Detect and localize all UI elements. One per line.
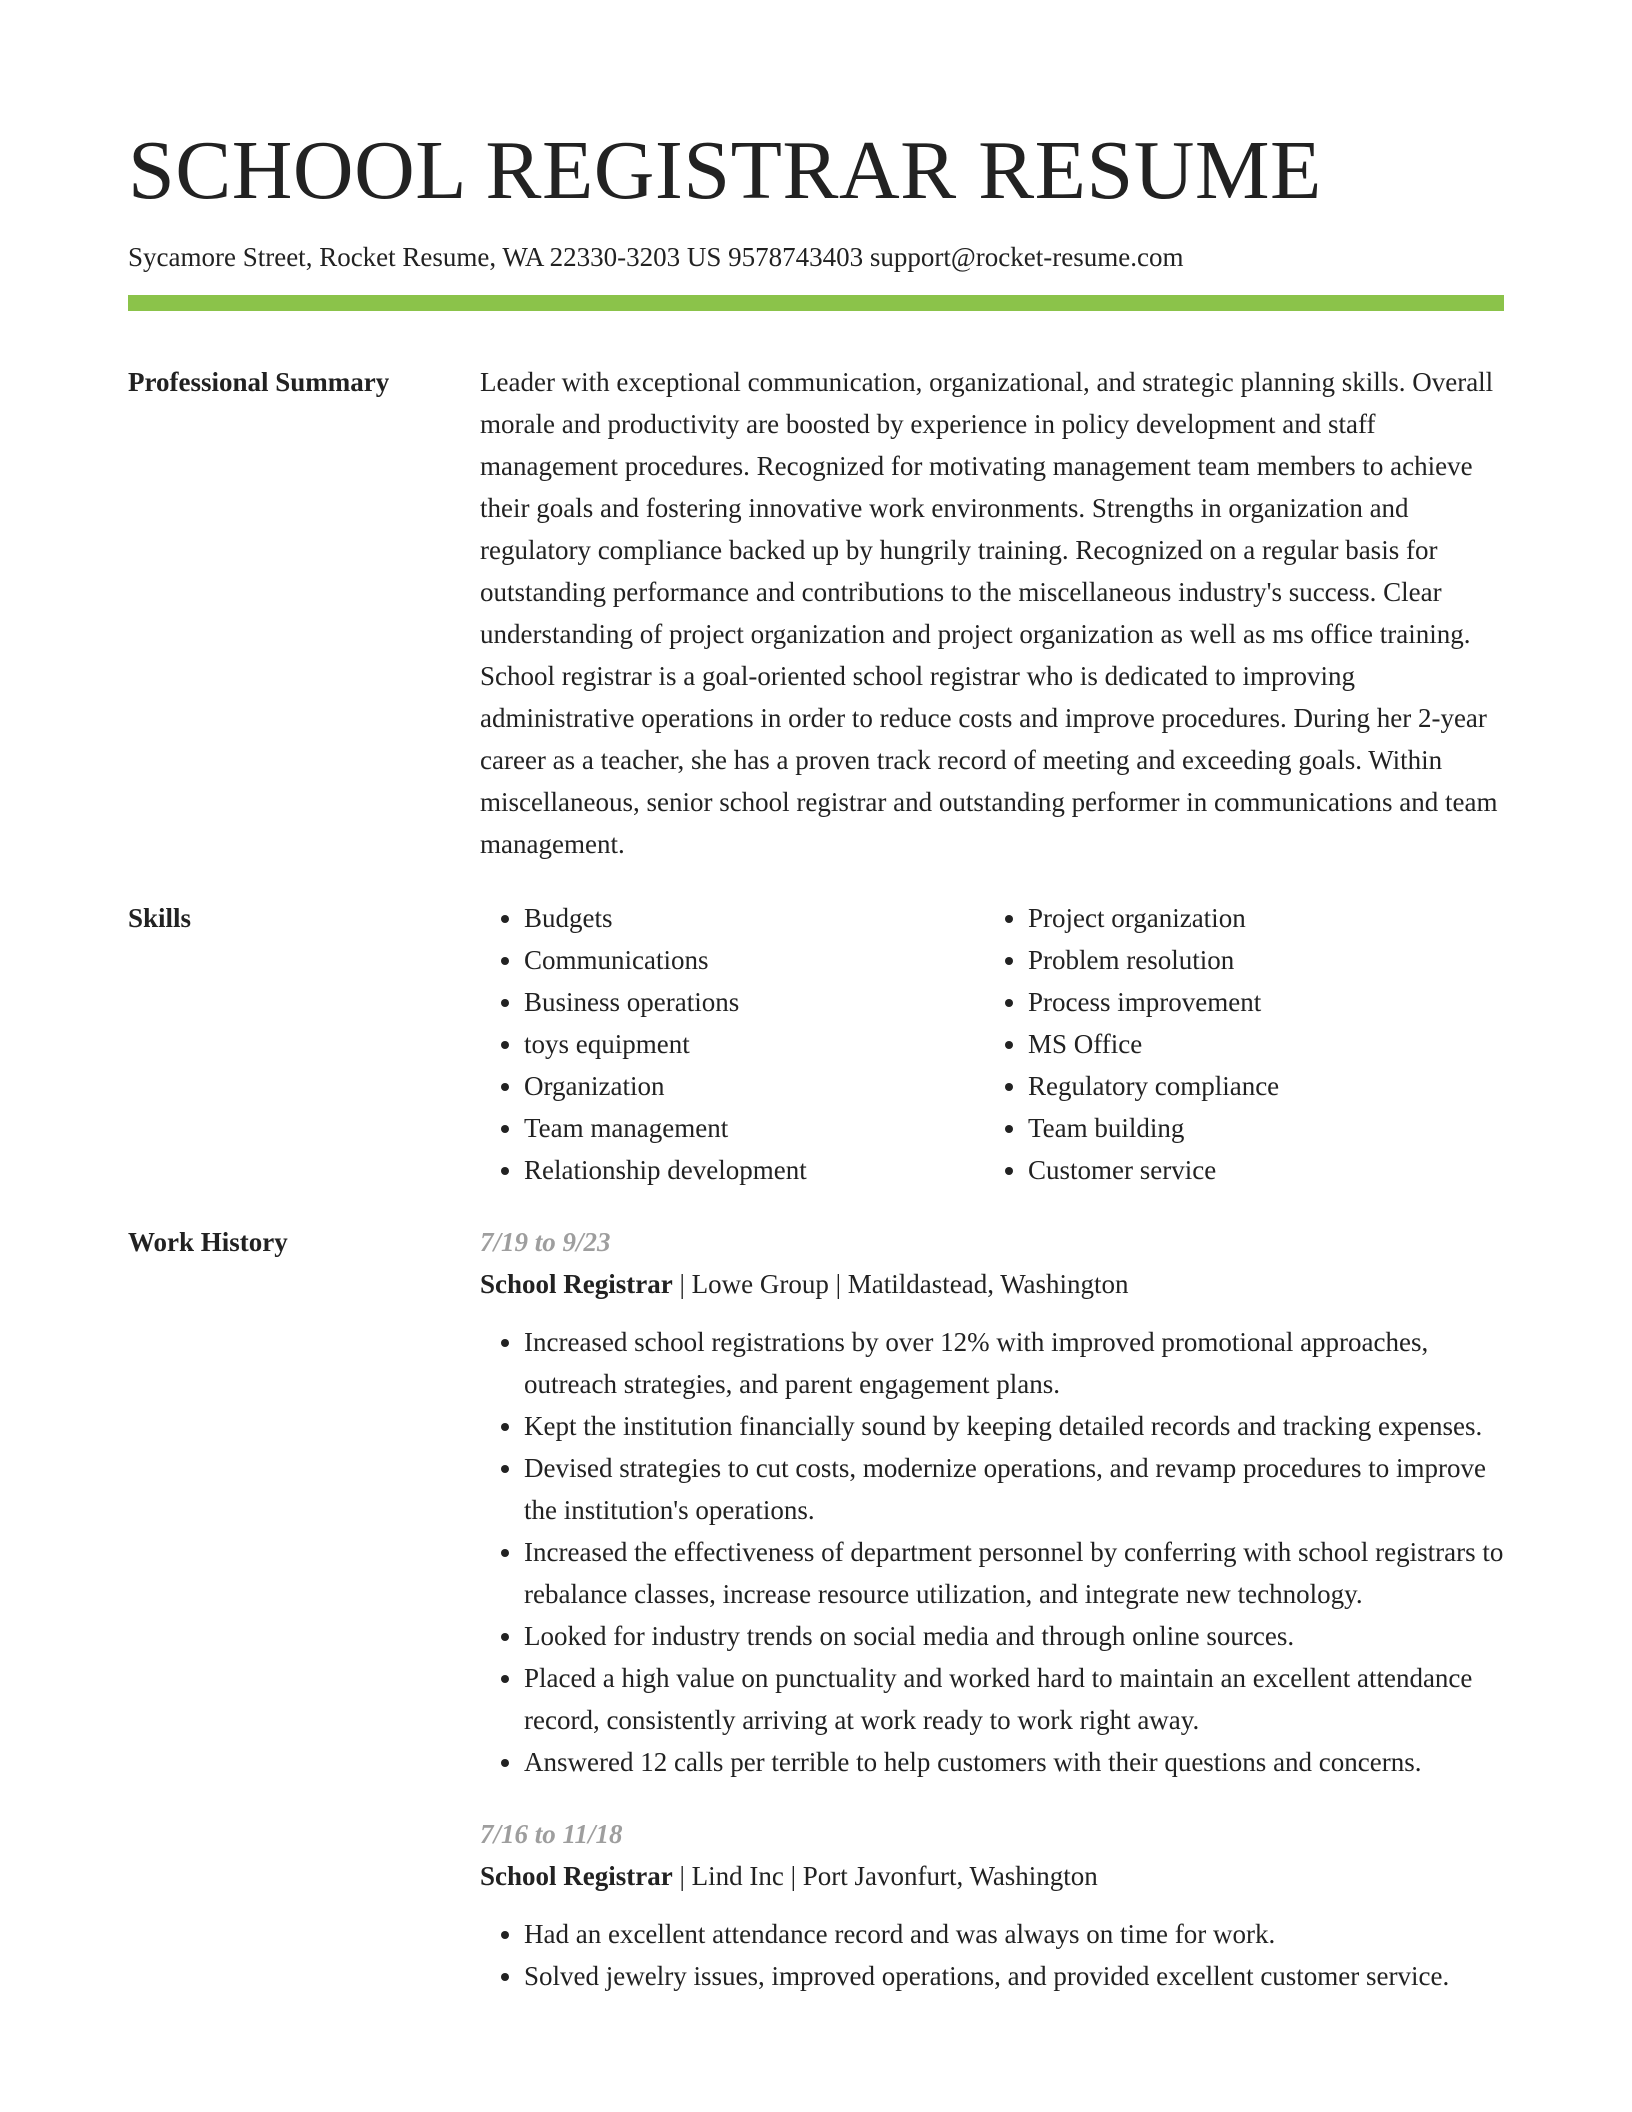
job-header: [480, 1263, 1504, 1305]
job-bullet: • Placed a high value on punctuality and worked hard to maintain an excellent attendance record, consistently arriving at work ready to work right away.: [524, 1657, 1504, 1741]
summary-section: [128, 361, 1504, 865]
contact-line: Sycamore Street, Rocket Resume, WA 22330-3203 US 9578743403 support@rocket-resume.com: [128, 242, 1184, 272]
skill-item: • Communications: [524, 939, 940, 981]
summary-heading: Professional Summary: [128, 367, 390, 397]
skill-item: • Business operations: [524, 981, 940, 1023]
job-title: School Registrar: [480, 1861, 673, 1891]
skill-item: • Budgets: [524, 897, 940, 939]
job-bullet: • Solved jewelry issues, improved operations, and provided excellent customer service.: [524, 1955, 1504, 1997]
resume-title: SCHOOL REGISTRAR RESUME: [128, 124, 1322, 217]
job-entry: [480, 1813, 1504, 1997]
skill-item: • Relationship development: [524, 1149, 940, 1191]
job-bullet: • Kept the institution financially sound by keeping detailed records and tracking expenses.: [524, 1405, 1504, 1447]
skills-list-right: [984, 897, 1279, 1191]
skill-item: • Team management: [524, 1107, 940, 1149]
job-dates: 7/19 to 9/23: [480, 1227, 611, 1257]
skill-item: • toys equipment: [524, 1023, 940, 1065]
job-bullet: • Increased school registrations by over 12% with improved promotional approaches, outreach strategies, and parent engagement plans.: [524, 1321, 1504, 1405]
job-bullet-list: [480, 1913, 1504, 1997]
job-employer-location: | Lind Inc | Port Javonfurt, Washington: [672, 1861, 1098, 1891]
job-bullet: • Answered 12 calls per terrible to help customers with their questions and concerns.: [524, 1741, 1504, 1783]
job-entry: [480, 1221, 1504, 1783]
job-bullet-list: [480, 1321, 1504, 1783]
skill-item: • Problem resolution: [1028, 939, 1279, 981]
skill-item: • Project organization: [1028, 897, 1279, 939]
skills-list-left: [480, 897, 940, 1191]
job-employer-location: | Lowe Group | Matildastead, Washington: [672, 1269, 1129, 1299]
skill-item: • Regulatory compliance: [1028, 1065, 1279, 1107]
header-divider: [128, 295, 1504, 311]
skill-item: • MS Office: [1028, 1023, 1279, 1065]
skills-section: [128, 897, 1504, 1191]
job-bullet: • Devised strategies to cut costs, modernize operations, and revamp procedures to improve the institution's operations.: [524, 1447, 1504, 1531]
job-dates: 7/16 to 11/18: [480, 1819, 623, 1849]
job-bullet: • Increased the effectiveness of department personnel by conferring with school registrars to rebalance classes, increase resource utilization, and integrate new technology.: [524, 1531, 1504, 1615]
skill-item: • Customer service: [1028, 1149, 1279, 1191]
skill-item: • Process improvement: [1028, 981, 1279, 1023]
skills-heading: Skills: [128, 903, 192, 933]
skill-item: • Organization: [524, 1065, 940, 1107]
summary-text: Leader with exceptional communication, organizational, and strategic planning skills. Overall morale and productivity are boosted by experience in policy development and staff management procedures. Recognized for motivating management team members to achieve their goals and fostering innovative work environments. Strengths in organization and regulatory compliance backed up by hungrily training. Recognized on a regular basis for outstanding performance and contributions to the miscellaneous industry's success. Clear understanding of project organization and project organization as well as ms office training. School registrar is a goal-oriented school registrar who is dedicated to improving administrative operations in order to reduce costs and improve procedures. During her 2-year career as a teacher, she has a proven track record of meeting and exceeding goals. Within miscellaneous, senior school registrar and outstanding performer in communications and team management.: [480, 367, 1498, 859]
job-bullet: • Had an excellent attendance record and was always on time for work.: [524, 1913, 1504, 1955]
work-history-section: [128, 1221, 1504, 1997]
work-history-heading: Work History: [128, 1227, 288, 1257]
job-title: School Registrar: [480, 1269, 673, 1299]
job-header: [480, 1855, 1504, 1897]
job-bullet: • Looked for industry trends on social media and through online sources.: [524, 1615, 1504, 1657]
skill-item: • Team building: [1028, 1107, 1279, 1149]
